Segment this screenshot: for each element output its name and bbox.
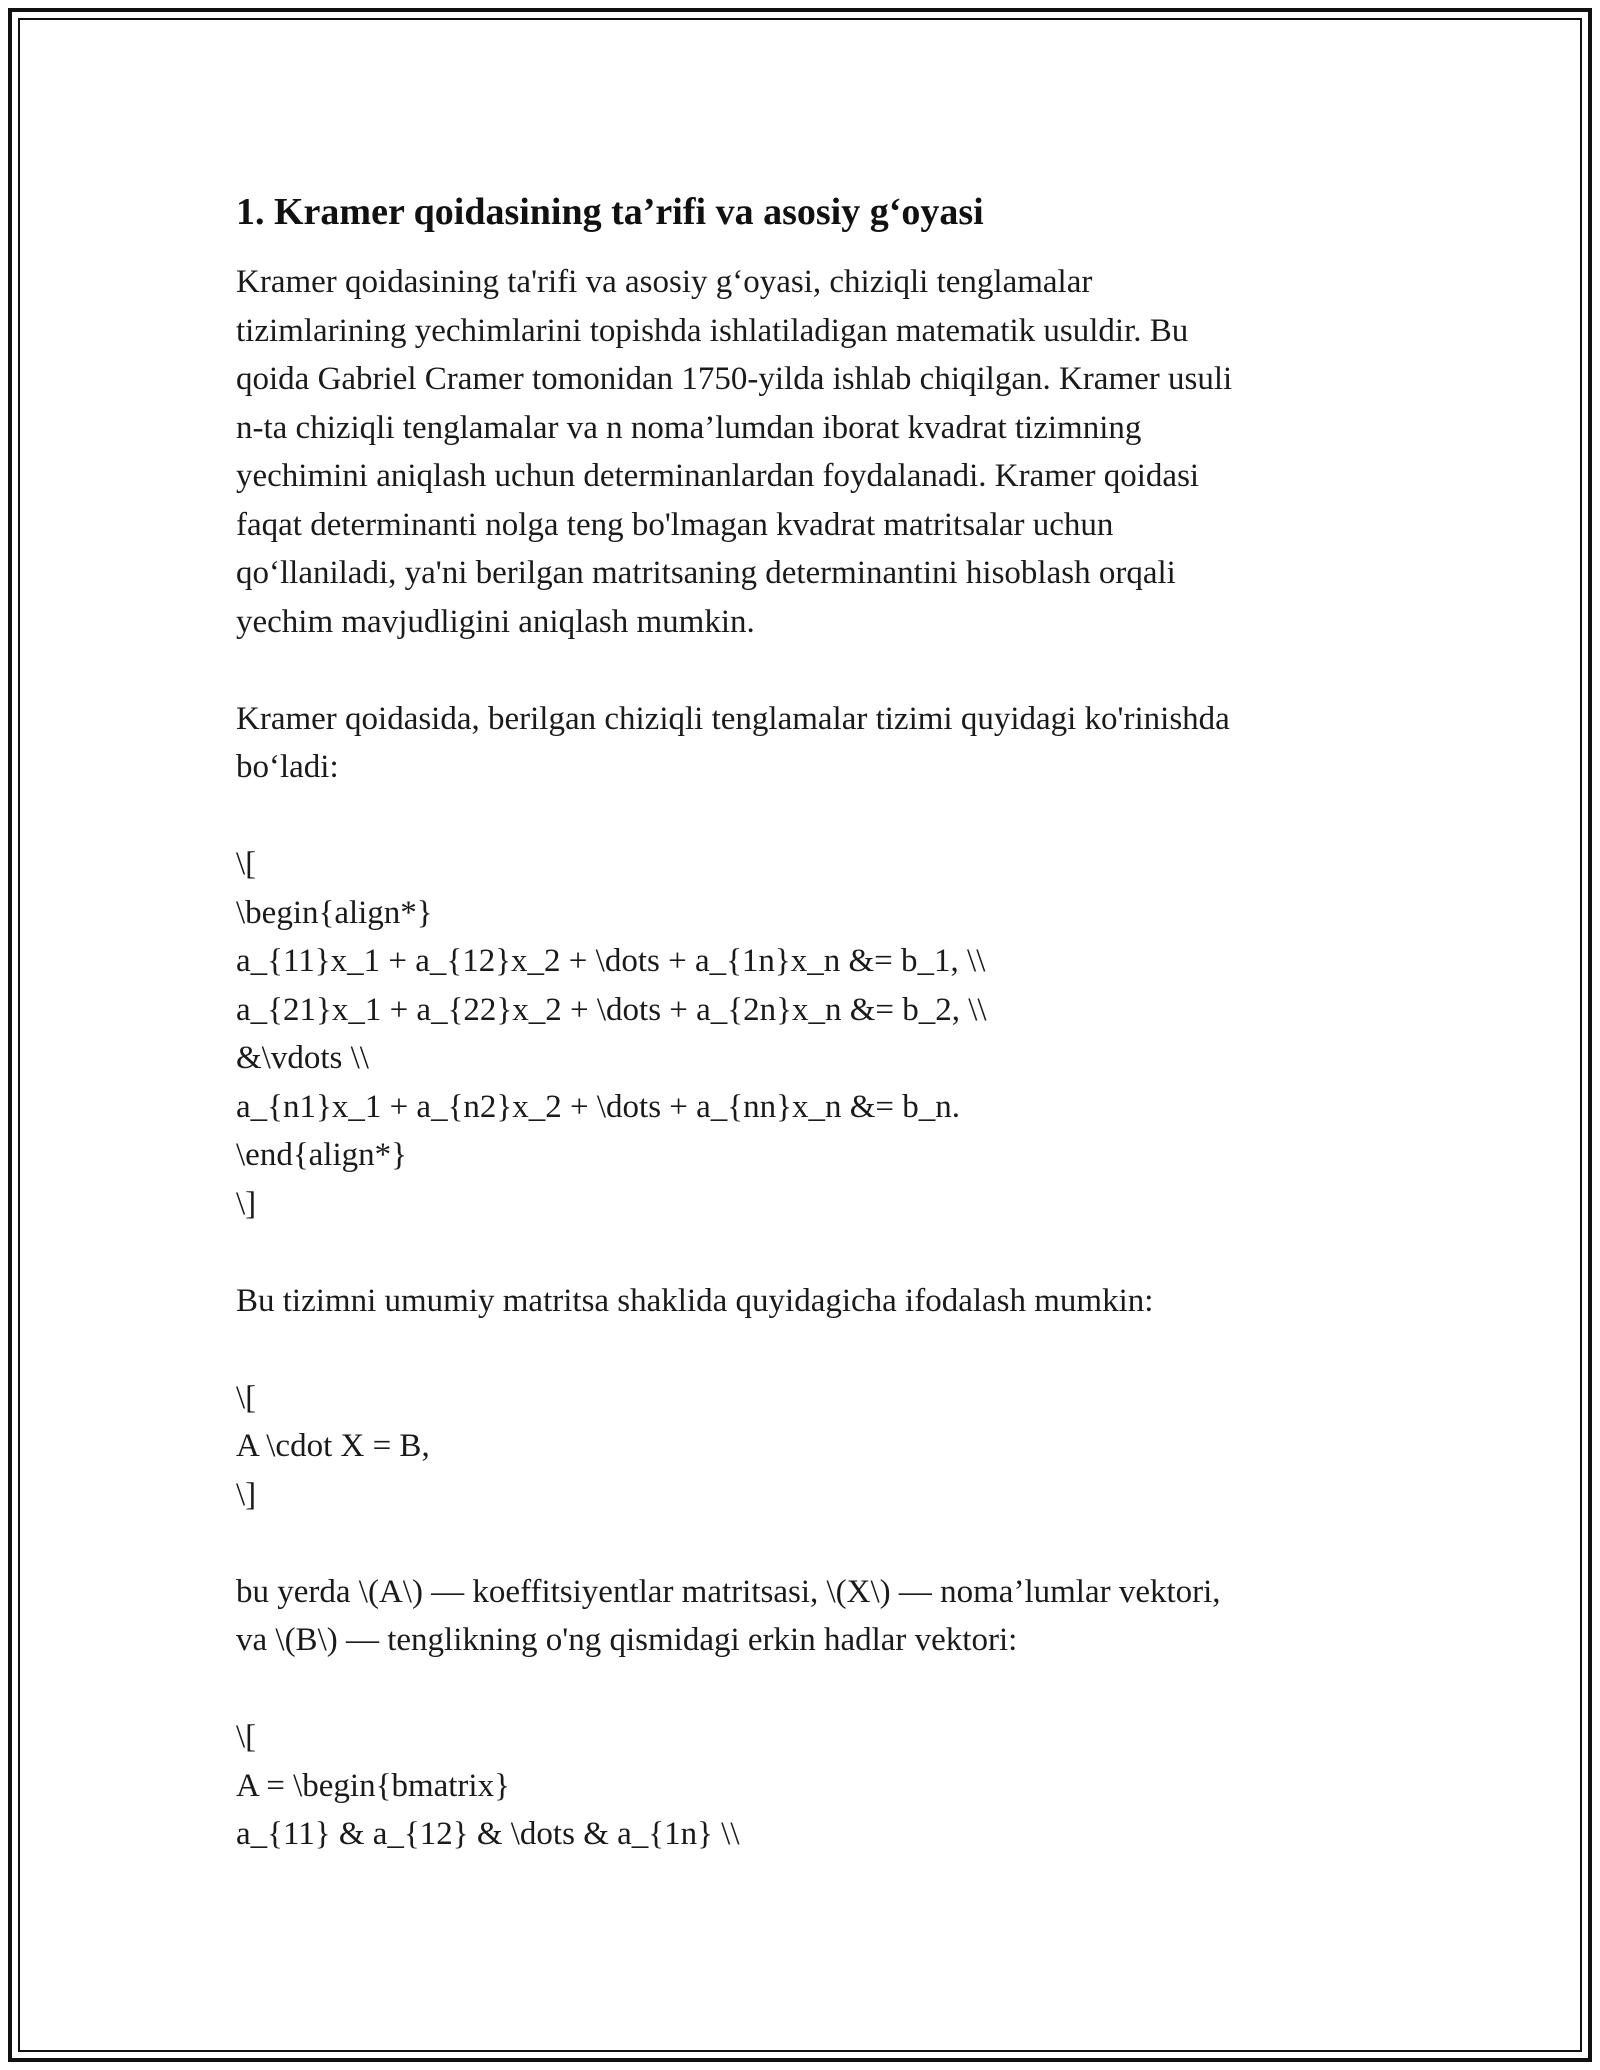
text-line: \[ (236, 1379, 257, 1416)
section-heading: 1. Kramer qoidasining ta’rifi va asosiy g‘oyasi (236, 191, 984, 233)
text-line: yechim mavjudligini aniqlash mumkin. (236, 603, 755, 640)
paragraph-block (236, 695, 1356, 792)
text-line: a_{21}x_1 + a_{22}x_2 + \dots + a_{2n}x_n &= b_2, \\ (236, 991, 987, 1028)
text-line: \begin{align*} (236, 894, 433, 931)
text-line: bu yerda \(A\) — koeffitsiyentlar matritsasi, \(X\) — noma’lumlar vektori, (236, 1573, 1221, 1610)
text-line: a_{11} & a_{12} & \dots & a_{1n} \\ (236, 1816, 740, 1852)
text-line: yechimini aniqlash uchun determinanlardan foydalanadi. Kramer qoidasi (236, 458, 1200, 494)
document-body (236, 188, 1356, 1907)
text-line: bo‘ladi: (236, 749, 339, 785)
text-line: faqat determinanti nolga teng bo'lmagan kvadrat matritsalar uchun (236, 506, 1114, 543)
text-line: \] (236, 1185, 257, 1222)
text-line: Kramer qoidasining ta'rifi va asosiy g‘oyasi, chiziqli tenglamalar (236, 264, 1093, 300)
text-line: \[ (236, 846, 257, 882)
paragraph-block (236, 258, 1356, 646)
text-line: va \(B\) — tenglikning o'ng qismidagi erkin hadlar vektori: (236, 1622, 1018, 1658)
paragraph-block (236, 1374, 1356, 1520)
text-line: \end{align*} (236, 1137, 407, 1173)
text-line: a_{11}x_1 + a_{12}x_2 + \dots + a_{1n}x_n &= b_1, \\ (236, 943, 986, 979)
text-line: &\vdots \\ (236, 1040, 369, 1076)
text-line: Bu tizimni umumiy matritsa shaklida quyidagicha ifodalash mumkin: (236, 1282, 1154, 1319)
text-line: n-ta chiziqli tenglamalar va n noma’lumdan iborat kvadrat tizimning (236, 409, 1142, 446)
text-line: \] (236, 1476, 257, 1513)
text-line: A \cdot X = B, (236, 1428, 430, 1464)
paragraph-block (236, 1568, 1356, 1665)
paragraph-block (236, 1713, 1356, 1859)
text-line: A = \begin{bmatrix} (236, 1767, 510, 1804)
text-line: tizimlarining yechimlarini topishda ishlatiladigan matematik usuldir. Bu (236, 312, 1189, 349)
text-line: qo‘llaniladi, ya'ni berilgan matritsaning determinantini hisoblash orqali (236, 555, 1176, 591)
text-blocks (236, 258, 1356, 1859)
paragraph-block (236, 1277, 1356, 1326)
text-line: qoida Gabriel Cramer tomonidan 1750-yilda ishlab chiqilgan. Kramer usuli (236, 361, 1233, 397)
text-line: a_{n1}x_1 + a_{n2}x_2 + \dots + a_{nn}x_n &= b_n. (236, 1088, 961, 1125)
text-line: \[ (236, 1719, 257, 1755)
paragraph-block (236, 840, 1356, 1228)
text-line: Kramer qoidasida, berilgan chiziqli tenglamalar tizimi quyidagi ko'rinishda (236, 700, 1230, 737)
